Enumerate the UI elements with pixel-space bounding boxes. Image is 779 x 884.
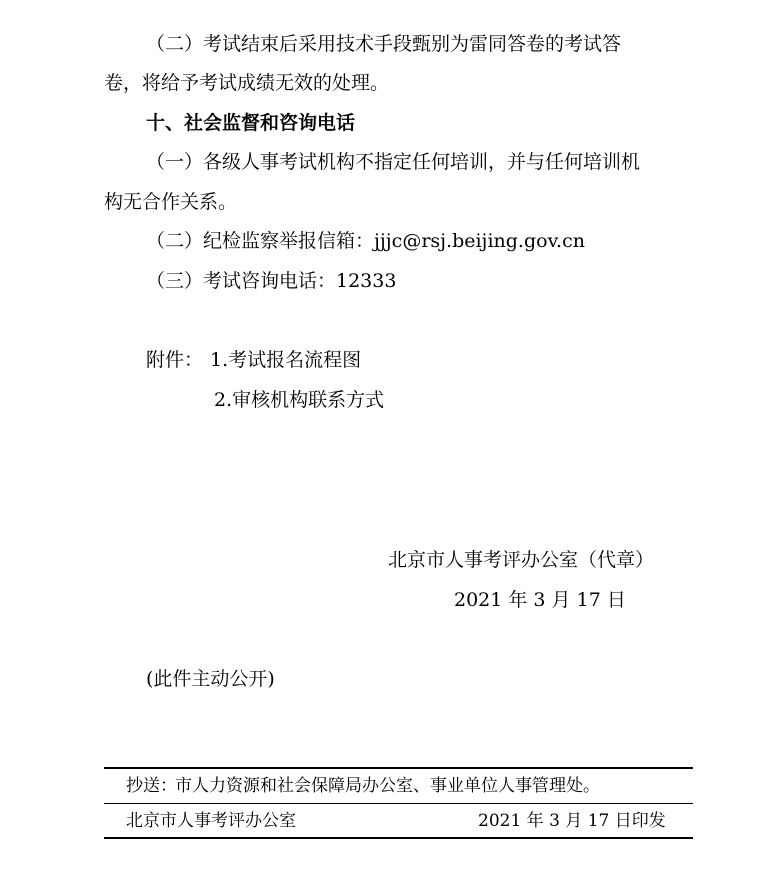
paragraph-10-1-line-1: （一）各级人事考试机构不指定任何培训，并与任何培训机 <box>146 151 641 173</box>
paragraph-10-3-phone: （三）考试咨询电话：12333 <box>146 270 397 292</box>
section-10-heading: 十、社会监督和咨询电话 <box>146 112 356 134</box>
attachment-item-1: 1.考试报名流程图 <box>210 349 362 371</box>
footer-top-rule <box>104 767 693 769</box>
footer-middle-rule <box>104 803 693 804</box>
footer-issuer: 北京市人事考评办公室 <box>126 811 296 831</box>
paragraph-10-1-line-2: 构无合作关系。 <box>104 191 238 213</box>
signature-date: 2021 年 3 月 17 日 <box>454 589 626 611</box>
paragraph-9-2-line-2: 卷，将给予考试成绩无效的处理。 <box>104 72 390 94</box>
signature-org: 北京市人事考评办公室（代章） <box>388 549 655 571</box>
attachments-label: 附件： <box>146 349 204 371</box>
paragraph-9-2-line-1: （二）考试结束后采用技术手段甄别为雷同答卷的考试答 <box>146 33 622 55</box>
paragraph-10-2-email: （二）纪检监察举报信箱：jjjc@rsj.beijing.gov.cn <box>146 230 585 252</box>
cc-label: 抄送： <box>126 776 177 796</box>
disclosure-note: (此件主动公开) <box>146 668 275 690</box>
footer-bottom-rule <box>104 837 693 839</box>
attachment-item-2: 2.审核机构联系方式 <box>214 389 385 411</box>
cc-recipients: 市人力资源和社会保障局办公室、事业单位人事管理处。 <box>175 776 600 796</box>
footer-issue-date: 2021 年 3 月 17 日印发 <box>478 811 666 831</box>
